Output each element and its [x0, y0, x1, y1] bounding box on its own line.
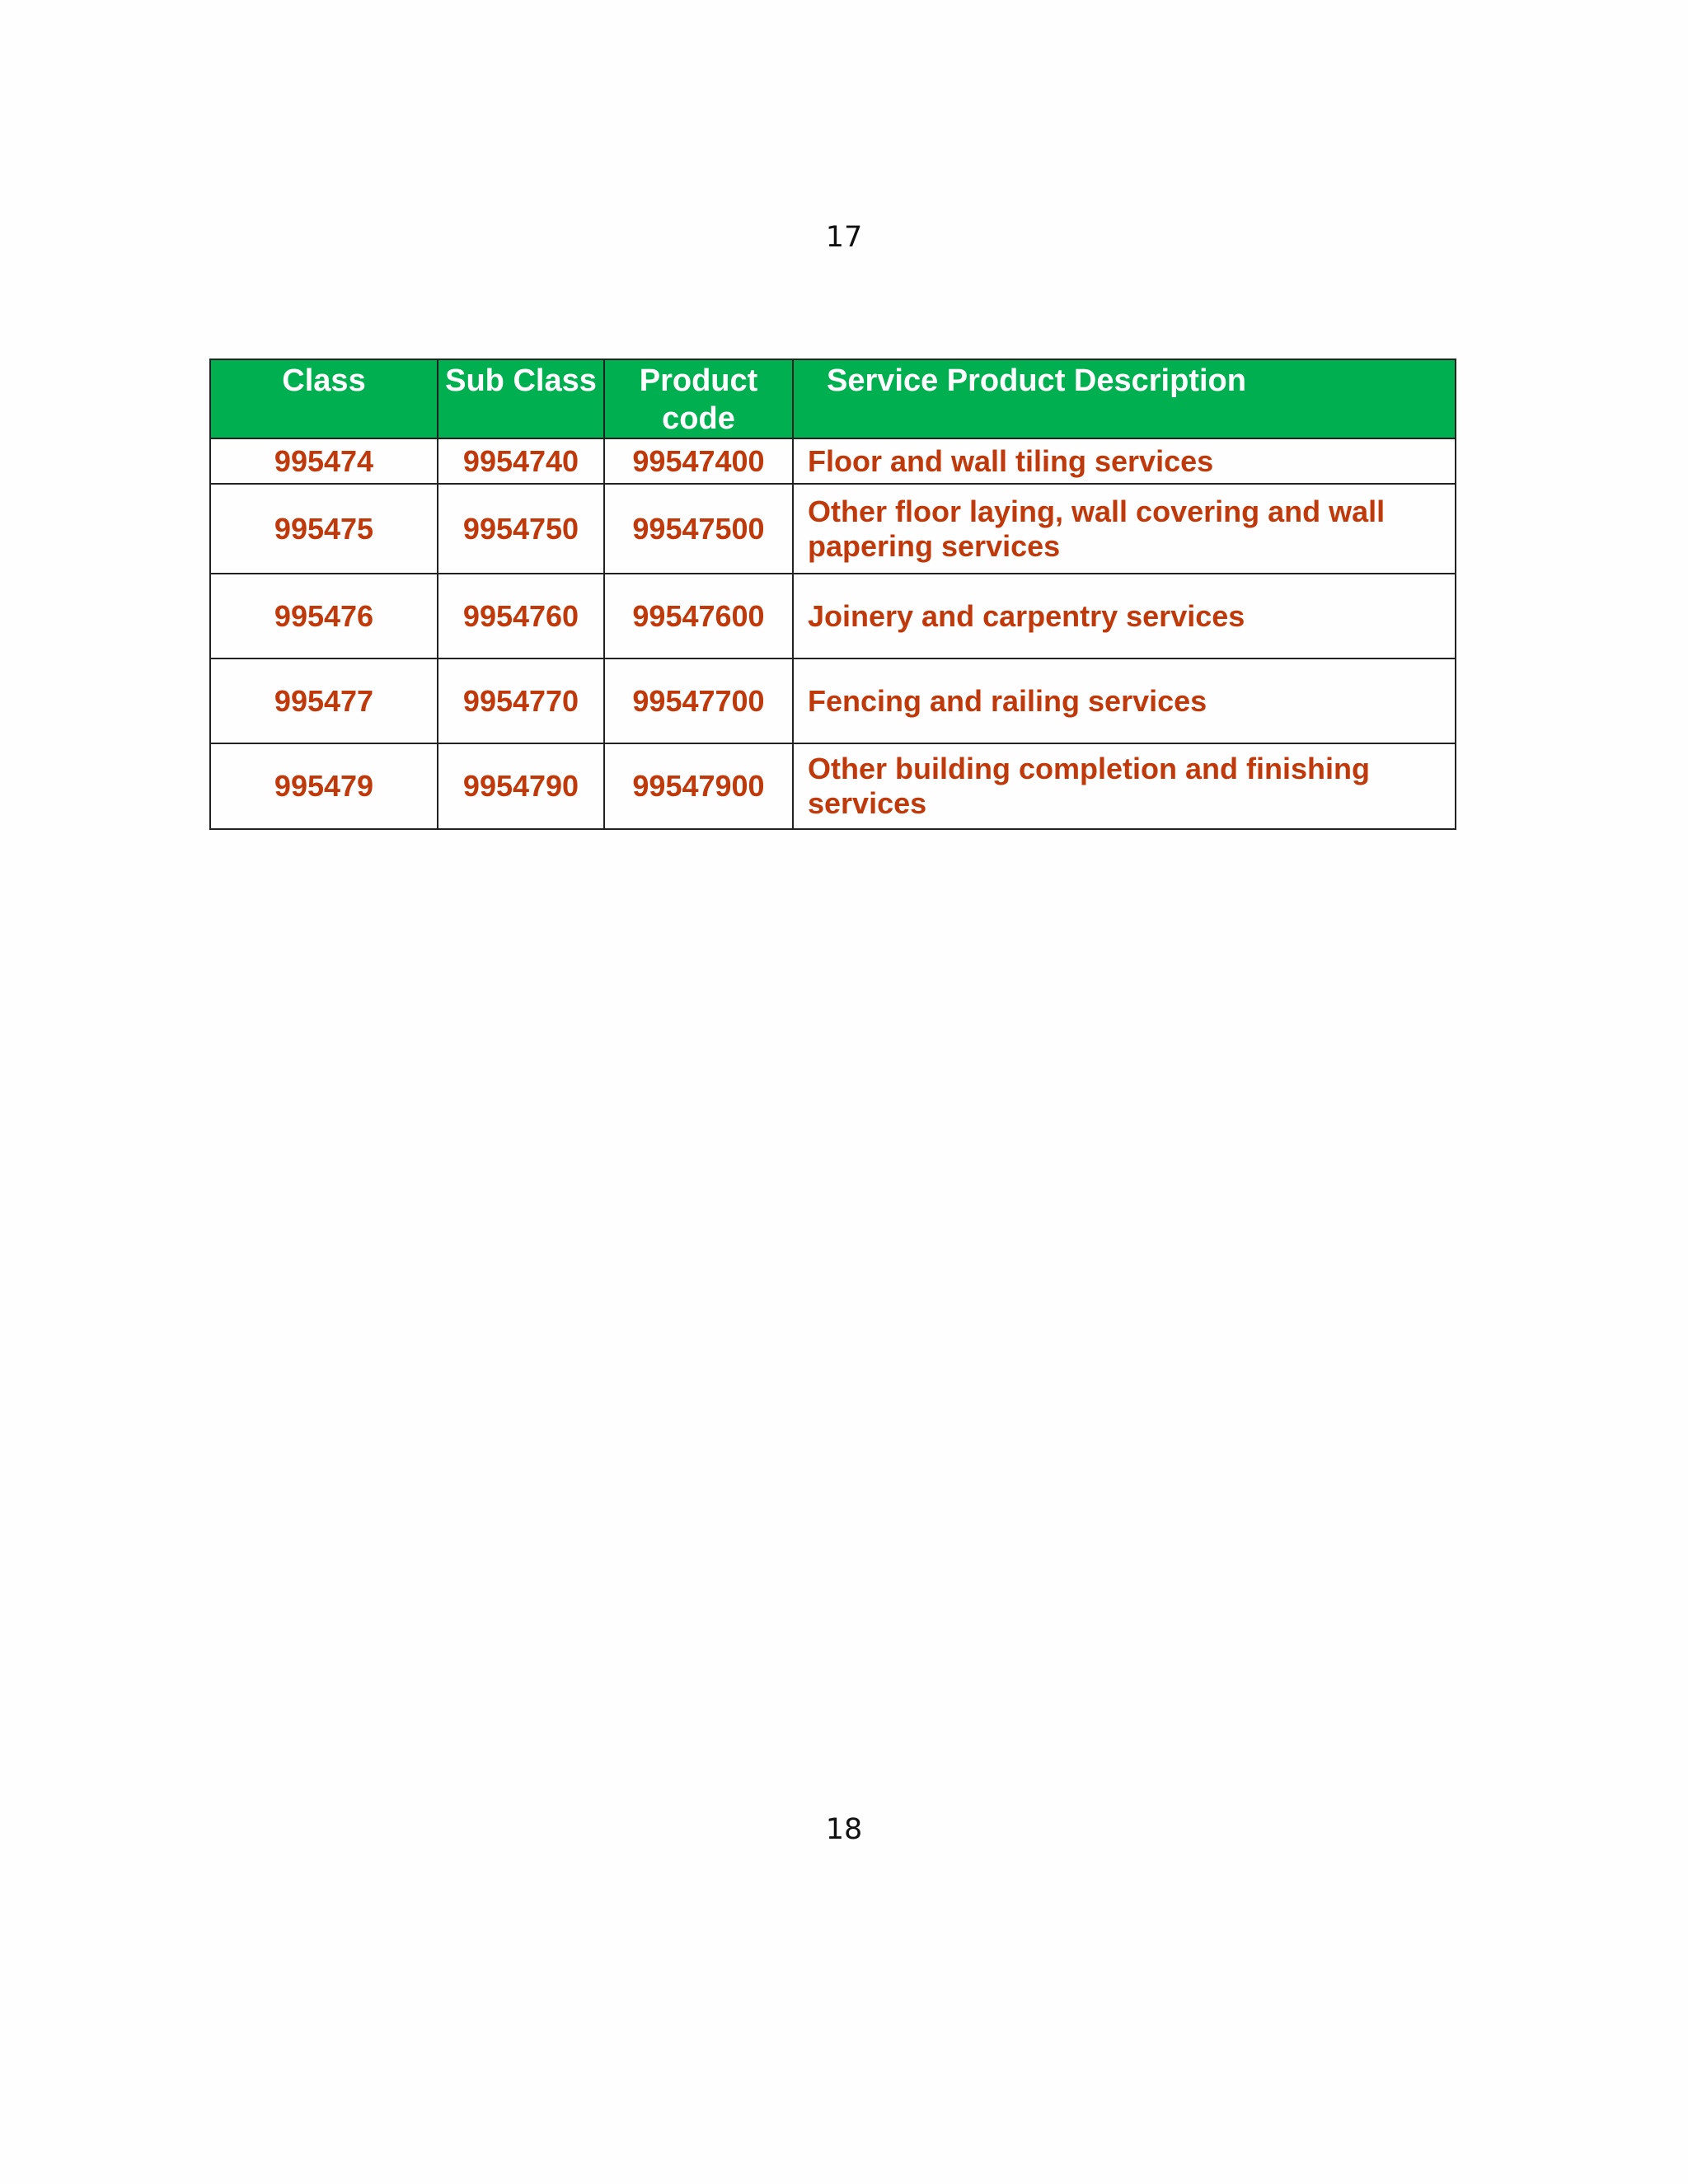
table-row [210, 658, 1456, 743]
cell-description: Other floor laying, wall covering and wall papering services [793, 484, 1456, 574]
header-class: Class [210, 359, 438, 438]
table-header [210, 359, 1456, 438]
service-code-table [209, 359, 1456, 830]
cell-class: 995475 [210, 484, 438, 574]
table-row [210, 484, 1456, 574]
cell-sub-class: 9954790 [438, 743, 604, 829]
cell-sub-class: 9954740 [438, 438, 604, 484]
table-row [210, 438, 1456, 484]
cell-class: 995479 [210, 743, 438, 829]
header-sub-class: Sub Class [438, 359, 604, 438]
table-body [210, 438, 1456, 829]
cell-sub-class: 9954770 [438, 658, 604, 743]
cell-class: 995474 [210, 438, 438, 484]
cell-product-code: 99547500 [604, 484, 793, 574]
table-row [210, 574, 1456, 658]
cell-sub-class: 9954760 [438, 574, 604, 658]
cell-description: Other building completion and finishing services [793, 743, 1456, 829]
table-row [210, 743, 1456, 829]
header-row [210, 359, 1456, 438]
cell-description: Joinery and carpentry services [793, 574, 1456, 658]
cell-product-code: 99547700 [604, 658, 793, 743]
header-product-code: Product code [604, 359, 793, 438]
page-number-top: 17 [825, 221, 863, 254]
cell-product-code: 99547400 [604, 438, 793, 484]
cell-product-code: 99547600 [604, 574, 793, 658]
cell-product-code: 99547900 [604, 743, 793, 829]
cell-description: Floor and wall tiling services [793, 438, 1456, 484]
page-number-bottom: 18 [825, 1813, 863, 1846]
cell-sub-class: 9954750 [438, 484, 604, 574]
cell-class: 995477 [210, 658, 438, 743]
cell-class: 995476 [210, 574, 438, 658]
cell-description: Fencing and railing services [793, 658, 1456, 743]
header-description: Service Product Description [793, 359, 1456, 438]
